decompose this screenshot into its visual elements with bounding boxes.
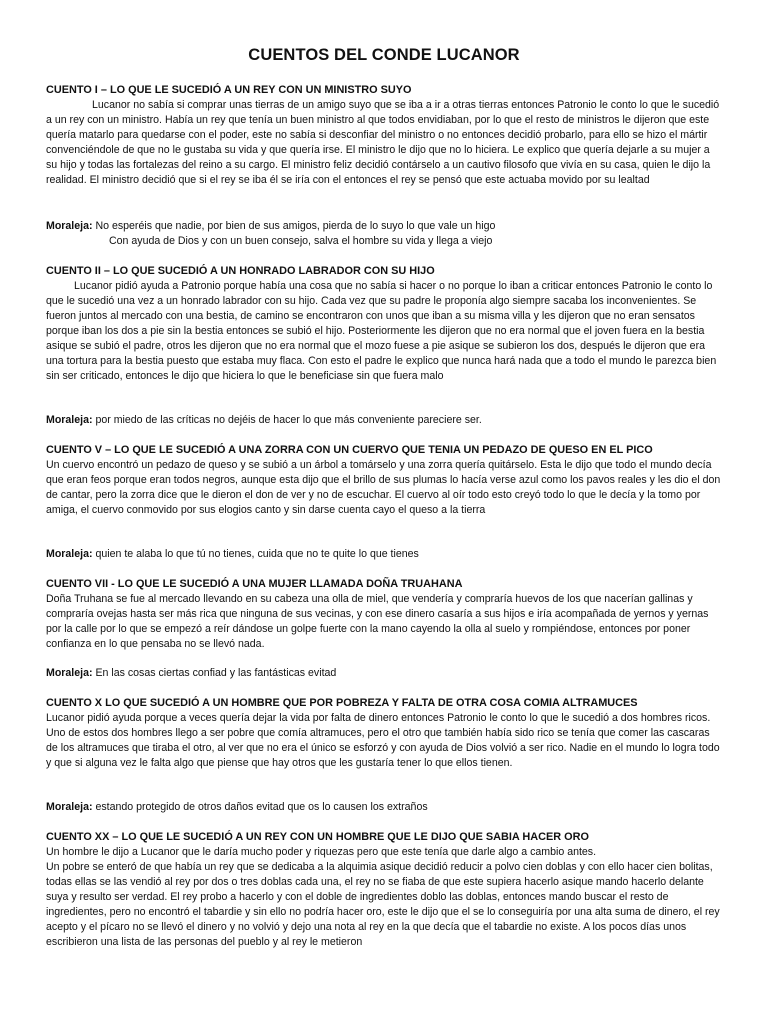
story-body: Lucanor no sabía si comprar unas tierras de un amigo suyo que se iba a ir a otras tierras entonces Patronio le conto lo que le sucedió a un rey con un ministro. Había un rey que tenía un buen ministro al que todos envidiaban, por lo que el resto de ministros le dijeron que este quería matarlo para quedarse con el poder, este no sabía si desconfiar del ministro o no entonces decidió probarlo, para ello se hizo el mártir convenciéndole de que no le gustaba su vida y que quería irse. El ministro le dijo que no lo hiciera. Le explico que quería dejarle a su mujer a su hijo y todas las fortalezas del reino a su cargo. El ministro feliz decidió contárselo a un cautivo filosofo que vivía en su casa, quien le dijo la realidad. El ministro decidió que si el rey se iba él se iría con el entonces el rey se pensó que este actuaba movido por su lealtad — [46, 99, 720, 186]
story-heading: CUENTO V – LO QUE LE SUCEDIÓ A UNA ZORRA CON UN CUERVO QUE TENIA UN PEDAZO DE QUESO EN EL PICO — [46, 444, 653, 456]
story-section — [46, 577, 722, 652]
story-body-continued: Un pobre se enteró de que había un rey que se dedicaba a la alquimia asique decidió reducir a polvo cien doblas y con ello hacer cien bolitas, todas ellas se las vendió al rey por dos o tres doblas cada una, el rey no se fiaba de que este supiera hacerlo asique mando hacerlo delante suya y resulto ser verdad. El rey probo a hacerlo y con el doble de ingredientes doblo las doblas, entonces mando buscar el resto de ingredientes, pero no encontró el tabardie y sin ello no podría hacer oro, este le dijo que el se lo conseguiría por una alta suma de dinero, el rey acepto y el pícaro no se llevó el dinero y no volvió y dejo una nota al rey en la que decía que el tabardie no existe. A los pocos días unos escribieron una lista de las personas del pueblo y al rey le metieron — [46, 861, 720, 948]
story-section — [46, 264, 722, 384]
moral-text: estando protegido de otros daños evitad que os lo causen los extraños — [95, 801, 428, 813]
moral-text-line2: Con ayuda de Dios y con un buen consejo, salva el hombre su vida y llega a viejo — [109, 235, 493, 247]
story-section — [46, 696, 722, 771]
story-body: Doña Truhana se fue al mercado llevando en su cabeza una olla de miel, que vendería y compraría huevos de los que nacerían gallinas y compraría ovejas hasta ser más rica que ninguna de sus vecinas, y con ese dinero casaría a sus hijos e iría acompañada de yernos y yernas por la calle por lo que se empezó a reír dándose un golpe fuerte con la mano cayendo la olla al suelo y rompiéndose, entonces por poner confianza en lo que pensaba no se llevó nada. — [46, 593, 709, 650]
story-section — [46, 83, 722, 188]
moral-line: Moraleja: No esperéis que nadie, por bien de sus amigos, pierda de lo suyo lo que vale un higo Con ayuda de Dios y con un buen consejo, salva el hombre su vida y llega a viejo — [46, 219, 722, 249]
moral-line: Moraleja: estando protegido de otros daños evitad que os lo causen los extraños — [46, 801, 428, 813]
moral-label: Moraleja — [46, 414, 89, 426]
story-heading: CUENTO XX – LO QUE LE SUCEDIÓ A UN REY CON UN HOMBRE QUE LE DIJO QUE SABIA HACER ORO — [46, 831, 589, 843]
document-title: CUENTOS DEL CONDE LUCANOR — [248, 46, 520, 64]
story-heading: CUENTO II – LO QUE SUCEDIÓ A UN HONRADO LABRADOR CON SU HIJO — [46, 265, 435, 277]
story-body: Un hombre le dijo a Lucanor que le daría mucho poder y riquezas pero que este tenía que darle algo a cambio antes. — [46, 846, 597, 858]
story-section — [46, 443, 722, 518]
moral-text: por miedo de las críticas no dejéis de hacer lo que más conveniente pareciere ser. — [95, 414, 482, 426]
story-section — [46, 830, 722, 950]
moral-label: Moraleja — [46, 667, 89, 679]
story-heading: CUENTO I – LO QUE LE SUCEDIÓ A UN REY CON UN MINISTRO SUYO — [46, 84, 412, 96]
moral-line: Moraleja: quien te alaba lo que tú no tienes, cuida que no te quite lo que tienes — [46, 548, 419, 560]
story-heading: CUENTO X LO QUE SUCEDIÓ A UN HOMBRE QUE POR POBREZA Y FALTA DE OTRA COSA COMIA ALTRAMUCES — [46, 697, 638, 709]
moral-text: quien te alaba lo que tú no tienes, cuida que no te quite lo que tienes — [95, 548, 419, 560]
story-body: Lucanor pidió ayuda a Patronio porque había una cosa que no sabía si hacer o no porque lo iban a criticar entonces Patronio le conto lo que le sucedió una vez a un honrado labrador con su hijo. Cada vez que su padre le proponía algo siempre sacaba los inconvenientes. Se fueron juntos al mercado con una bestia, de camino se encontraron con unos que iban a su misma villa y les dijeron que no eran sensatos porque iban los dos a pie sin la bestia entonces se subió el hijo. Posteriormente les dijeron que no era normal que el joven fuera en la bestia asique se subió el padre, otros les dijeron que no era normal que el mozo fuese a pie asique se subieron los dos, después le dijeron que era una tortura para la bestia puesto que estaba muy flaca. Con esto el padre le explico que nunca hará nada que a todo el mundo le parezca bien sin ser criticado, entonces le dijo que hiciera lo que le beneficiase sin que fuera malo — [46, 280, 717, 382]
story-heading: CUENTO VII - LO QUE LE SUCEDIÓ A UNA MUJER LLAMADA DOÑA TRUAHANA — [46, 578, 463, 590]
moral-label: Moraleja — [46, 220, 89, 232]
moral-line: Moraleja: En las cosas ciertas confiad y las fantásticas evitad — [46, 667, 337, 679]
moral-label: Moraleja — [46, 801, 89, 813]
story-body: Un cuervo encontró un pedazo de queso y se subió a un árbol a tomárselo y una zorra quería quitárselo. Esta le dijo que todo el mundo decía que eran feos porque eran todos negros, aunque esta dijo que el brillo de sus plumas lo hacía verse azul como los pavos reales y les dio el don de cantar, pero la zorra dice que le dieron el don de ver y no de escuchar. El cuervo al oír todo esto creyó todo lo que le decía y la tomo por amiga, el cuervo conmovido por sus elogios canto y sin darse cuenta cayo el queso a la tierra — [46, 459, 721, 516]
moral-line: Moraleja: por miedo de las críticas no dejéis de hacer lo que más conveniente pareciere ser. — [46, 414, 482, 426]
moral-text: En las cosas ciertas confiad y las fantásticas evitad — [95, 667, 337, 679]
story-body: Lucanor pidió ayuda porque a veces quería dejar la vida por falta de dinero entonces Patronio le conto lo que le sucedió a dos hombres ricos. Uno de estos dos hombres llego a ser pobre que comía altramuces, pero el otro que también había sido rico se tenía que comer las cascaras de los altramuces que tiraba el otro, al ver que no era el único se esforzó y con ayuda de Dios volvió a ser rico. Nadie en el mundo lo logra todo y que si alguna vez le falta algo que piense que hay otros que les gustaría tener lo que ellos tienen. — [46, 712, 720, 769]
moral-label: Moraleja — [46, 548, 89, 560]
moral-text: No esperéis que nadie, por bien de sus amigos, pierda de lo suyo lo que vale un higo — [95, 220, 496, 232]
